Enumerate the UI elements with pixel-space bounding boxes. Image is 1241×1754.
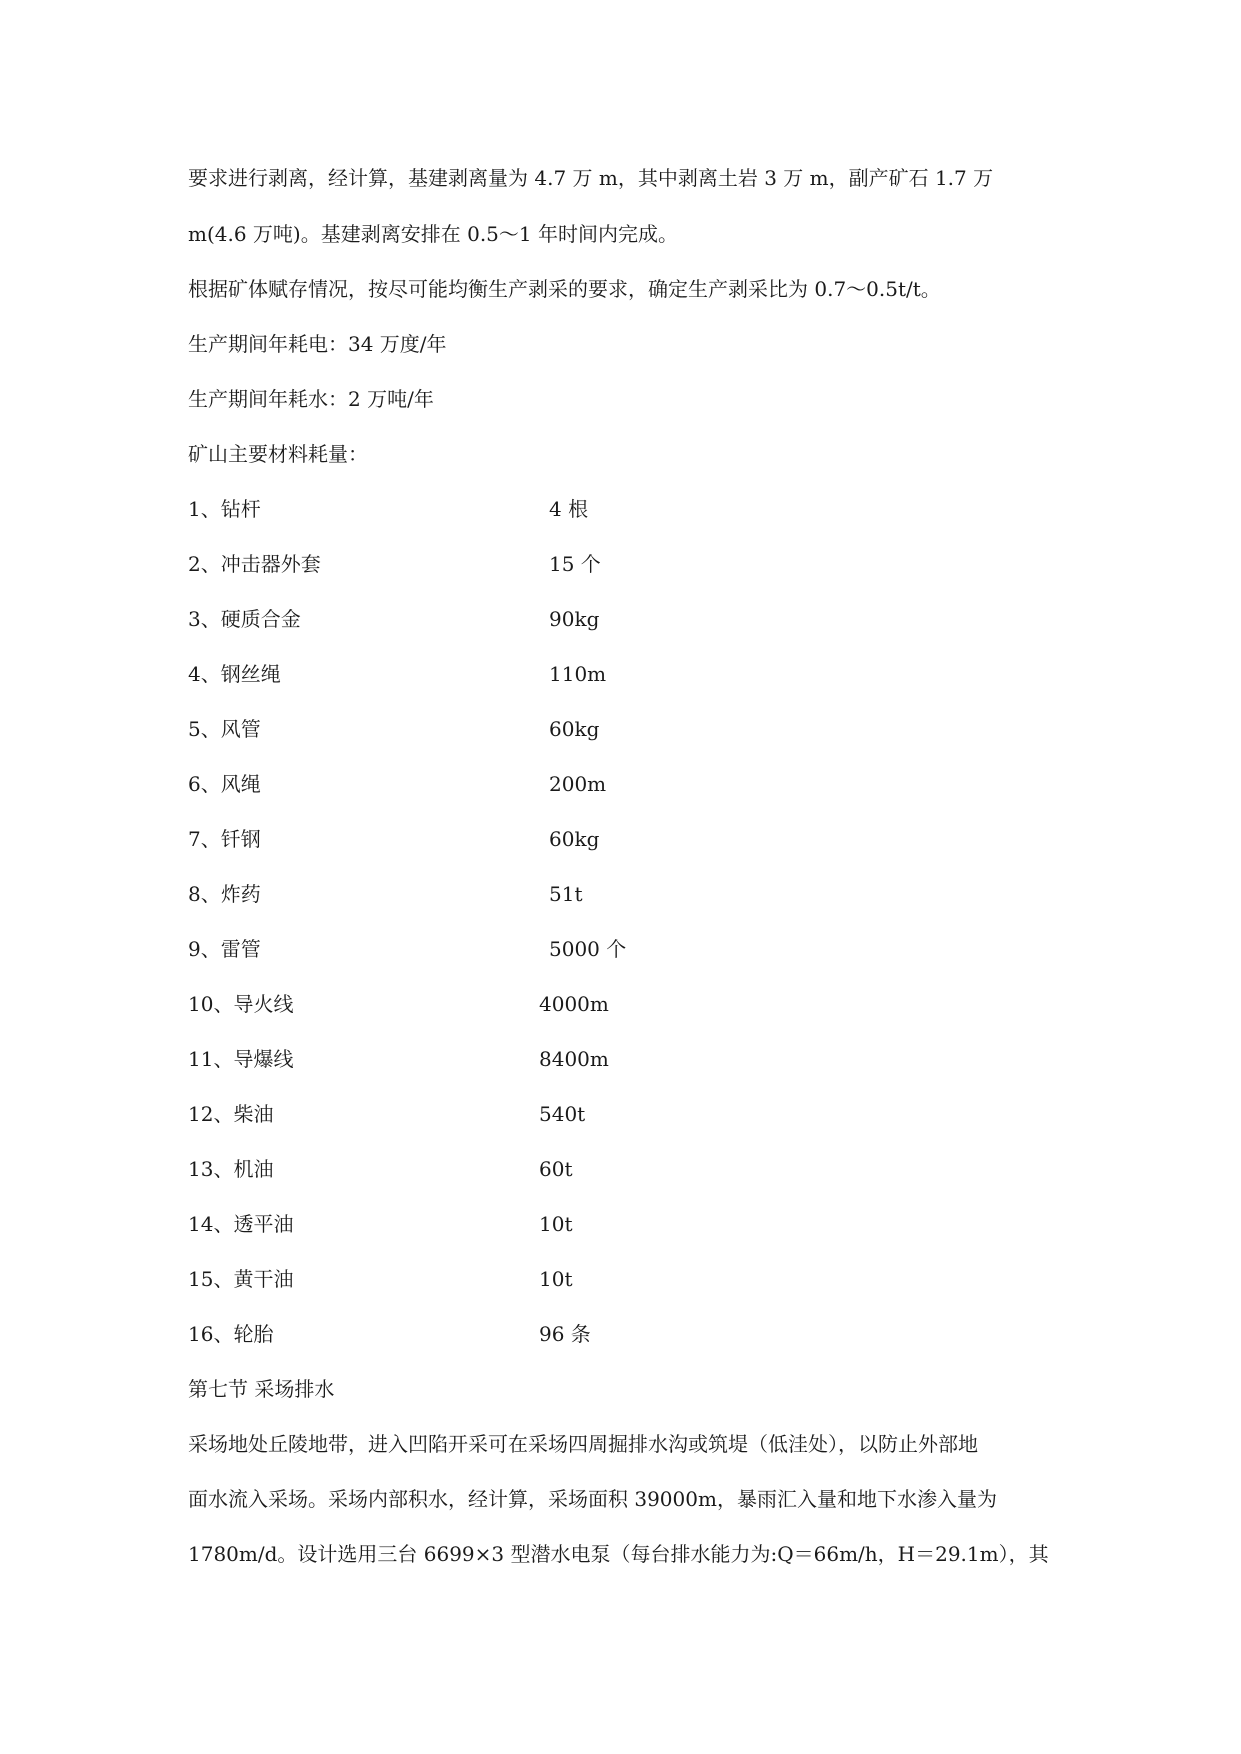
material-name: 5、风管 — [188, 717, 261, 741]
section-heading: 第七节 采场排水 — [188, 1377, 335, 1401]
paragraph-stripping-line-1: 要求进行剥离，经计算，基建剥离量为 4.7 万 m，其中剥离土岩 3 万 m，副产矿石 1.7 万 — [188, 166, 994, 190]
material-amount: 60kg — [549, 717, 600, 741]
paragraph-stripping-ratio: 根据矿体赋存情况，按尽可能均衡生产剥采的要求，确定生产剥采比为 0.7～0.5t/t。 — [188, 277, 941, 301]
paragraph-stripping-line-2: m(4.6 万吨)。基建剥离安排在 0.5～1 年时间内完成。 — [188, 222, 678, 246]
paragraph-drainage-line-2: 面水流入采场。采场内部积水，经计算，采场面积 39000m，暴雨汇入量和地下水渗入量为 — [188, 1487, 997, 1511]
material-name: 10、导火线 — [188, 992, 294, 1016]
material-name: 8、炸药 — [188, 882, 261, 906]
material-name: 15、黄干油 — [188, 1267, 294, 1291]
paragraph-water-consumption: 生产期间年耗水：2 万吨/年 — [188, 387, 434, 411]
material-name: 4、钢丝绳 — [188, 662, 281, 686]
material-amount: 96 条 — [539, 1322, 591, 1346]
paragraph-drainage-line-1: 采场地处丘陵地带，进入凹陷开采可在采场四周掘排水沟或筑堤（低洼处），以防止外部地 — [188, 1432, 978, 1456]
material-name: 2、冲击器外套 — [188, 552, 321, 576]
material-name: 3、硬质合金 — [188, 607, 301, 631]
material-amount: 200m — [549, 772, 607, 796]
material-amount: 5000 个 — [549, 937, 627, 961]
material-amount: 110m — [549, 662, 607, 686]
material-amount: 10t — [539, 1212, 573, 1236]
material-amount: 4 根 — [549, 497, 589, 521]
material-amount: 15 个 — [549, 552, 601, 576]
material-name: 7、钎钢 — [188, 827, 261, 851]
material-amount: 51t — [549, 882, 583, 906]
material-name: 1、钻杆 — [188, 497, 261, 521]
material-amount: 8400m — [539, 1047, 609, 1071]
material-name: 13、机油 — [188, 1157, 274, 1181]
material-name: 14、透平油 — [188, 1212, 294, 1236]
material-name: 12、柴油 — [188, 1102, 274, 1126]
paragraph-drainage-line-3: 1780m/d。设计选用三台 6699×3 型潜水电泵（每台排水能力为:Q＝66m/h，H＝29.1m），其 — [188, 1542, 1049, 1566]
paragraph-power-consumption: 生产期间年耗电：34 万度/年 — [188, 332, 447, 356]
material-amount: 540t — [539, 1102, 586, 1126]
material-name: 9、雷管 — [188, 937, 261, 961]
material-amount: 60kg — [549, 827, 600, 851]
material-name: 16、轮胎 — [188, 1322, 274, 1346]
material-amount: 10t — [539, 1267, 573, 1291]
paragraph-materials-heading: 矿山主要材料耗量： — [188, 442, 368, 466]
material-amount: 90kg — [549, 607, 600, 631]
material-amount: 4000m — [539, 992, 609, 1016]
material-name: 11、导爆线 — [188, 1047, 294, 1071]
material-name: 6、风绳 — [188, 772, 261, 796]
material-amount: 60t — [539, 1157, 573, 1181]
